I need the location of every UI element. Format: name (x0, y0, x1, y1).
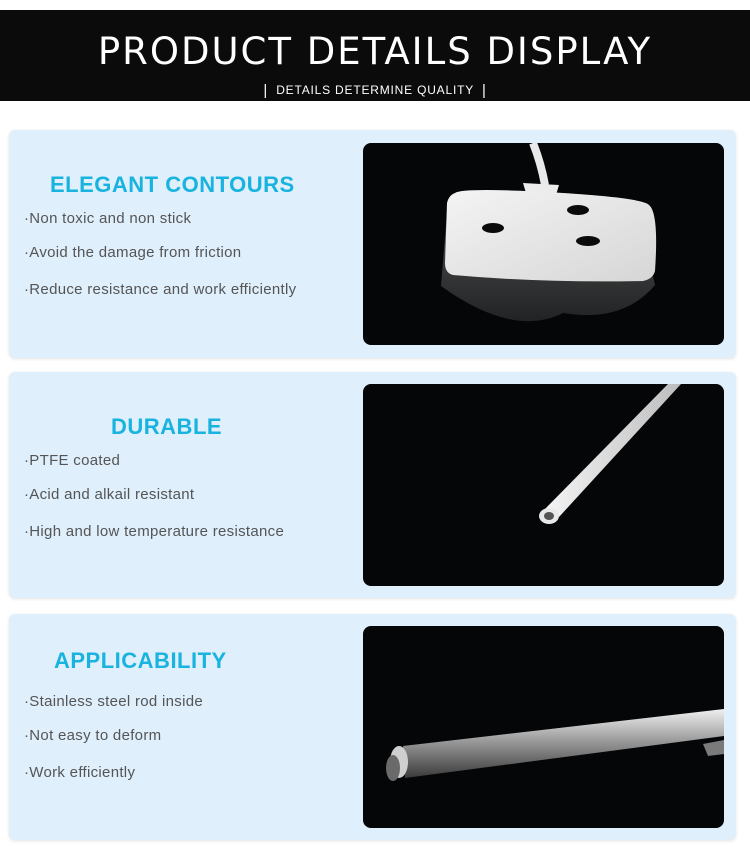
feature-bullet: ·High and low temperature resistance (24, 523, 285, 540)
feature-bullet: ·Non toxic and non stick (24, 210, 192, 227)
subtitle-divider-right: | (481, 82, 487, 99)
steel-rod-closeup-photo (363, 626, 724, 828)
page-header (0, 10, 750, 101)
feature-bullet: ·Reduce resistance and work efficiently (24, 281, 297, 298)
feature-bullet: ·PTFE coated (24, 452, 121, 469)
section-title: APPLICABILITY (54, 648, 227, 673)
section-elegant-contours (9, 130, 736, 358)
ptfe-rod-photo (363, 384, 724, 586)
section-applicability (9, 614, 736, 840)
subtitle-divider-left: | (263, 82, 269, 99)
feature-bullet: ·Acid and alkail resistant (24, 486, 195, 503)
ptfe-stirrer-paddle-photo (363, 143, 724, 345)
feature-bullet: ·Stainless steel rod inside (24, 693, 204, 710)
section-title: ELEGANT CONTOURS (50, 172, 295, 197)
page-title: PRODUCT DETAILS DISPLAY (97, 30, 653, 73)
section-title: DURABLE (111, 414, 223, 439)
feature-bullet: ·Not easy to deform (24, 727, 162, 744)
feature-bullet: ·Avoid the damage from friction (24, 244, 242, 261)
subtitle-text: DETAILS DETERMINE QUALITY (276, 83, 474, 97)
feature-bullet: ·Work efficiently (24, 764, 136, 781)
page-subtitle (0, 81, 750, 98)
section-durable (9, 372, 736, 598)
